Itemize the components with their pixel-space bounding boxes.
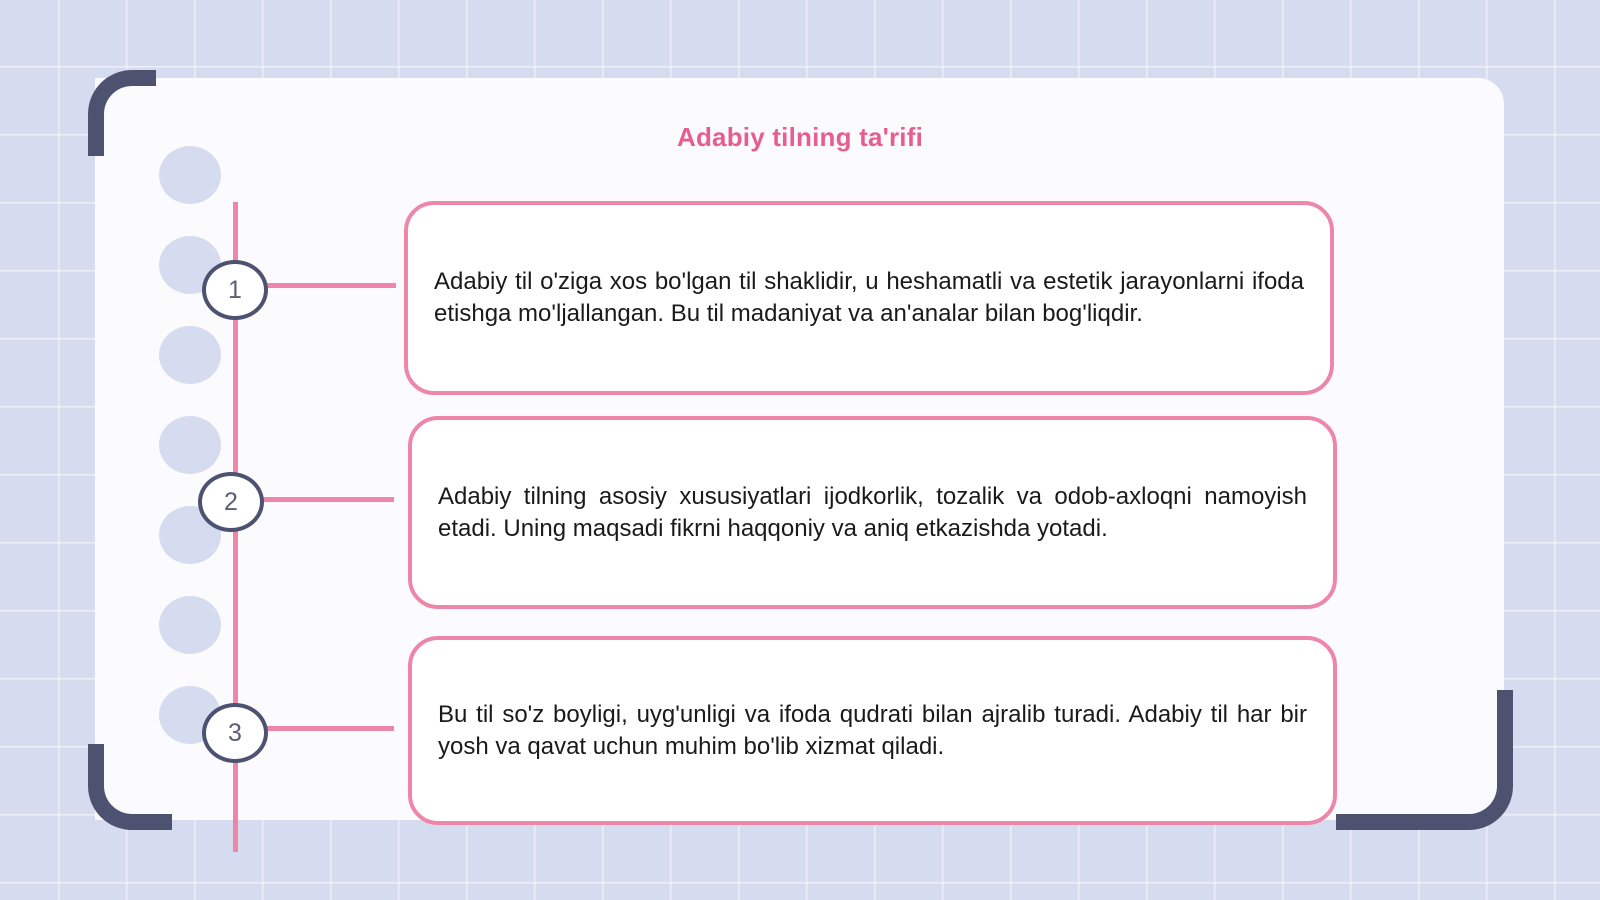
slide-title: Adabiy tilning ta'rifi <box>676 122 924 152</box>
corner-bracket-bottom-right <box>1336 690 1513 830</box>
step-number-badge: 2 <box>198 472 264 532</box>
step-card-text: Bu til so'z boyligi, uyg'unligi va ifoda qudrati bilan ajralib turadi. Adabiy til har bir yosh va qavat uchun muhim bo'lib xizmat qiladi. <box>438 700 1307 760</box>
step-card-text: Adabiy til o'ziga xos bo'lgan til shaklidir, u heshamatli va estetik jarayonlarni ifoda etishga mo'ljallangan. Bu til madaniyat va an'analar bilan bog'liqdir. <box>434 268 1304 327</box>
step-card <box>408 636 1337 825</box>
binder-hole <box>159 416 221 474</box>
step-number-badge: 1 <box>202 260 268 320</box>
corner-bracket-bottom-left <box>88 744 172 830</box>
binder-hole <box>159 326 221 384</box>
binder-hole <box>159 146 221 204</box>
step-connector <box>262 726 394 731</box>
step-card <box>408 416 1337 609</box>
step-connector <box>260 497 394 502</box>
step-card-text: Adabiy tilning asosiy xususiyatlari ijodkorlik, tozalik va odob-axloqni namoyish etadi. Uning maqsadi fikrni haqqoniy va aniq etkazishda yotadi. <box>438 482 1307 542</box>
binder-hole <box>159 596 221 654</box>
step-card <box>404 201 1334 395</box>
step-connector <box>262 283 396 288</box>
step-number-badge: 3 <box>202 703 268 763</box>
